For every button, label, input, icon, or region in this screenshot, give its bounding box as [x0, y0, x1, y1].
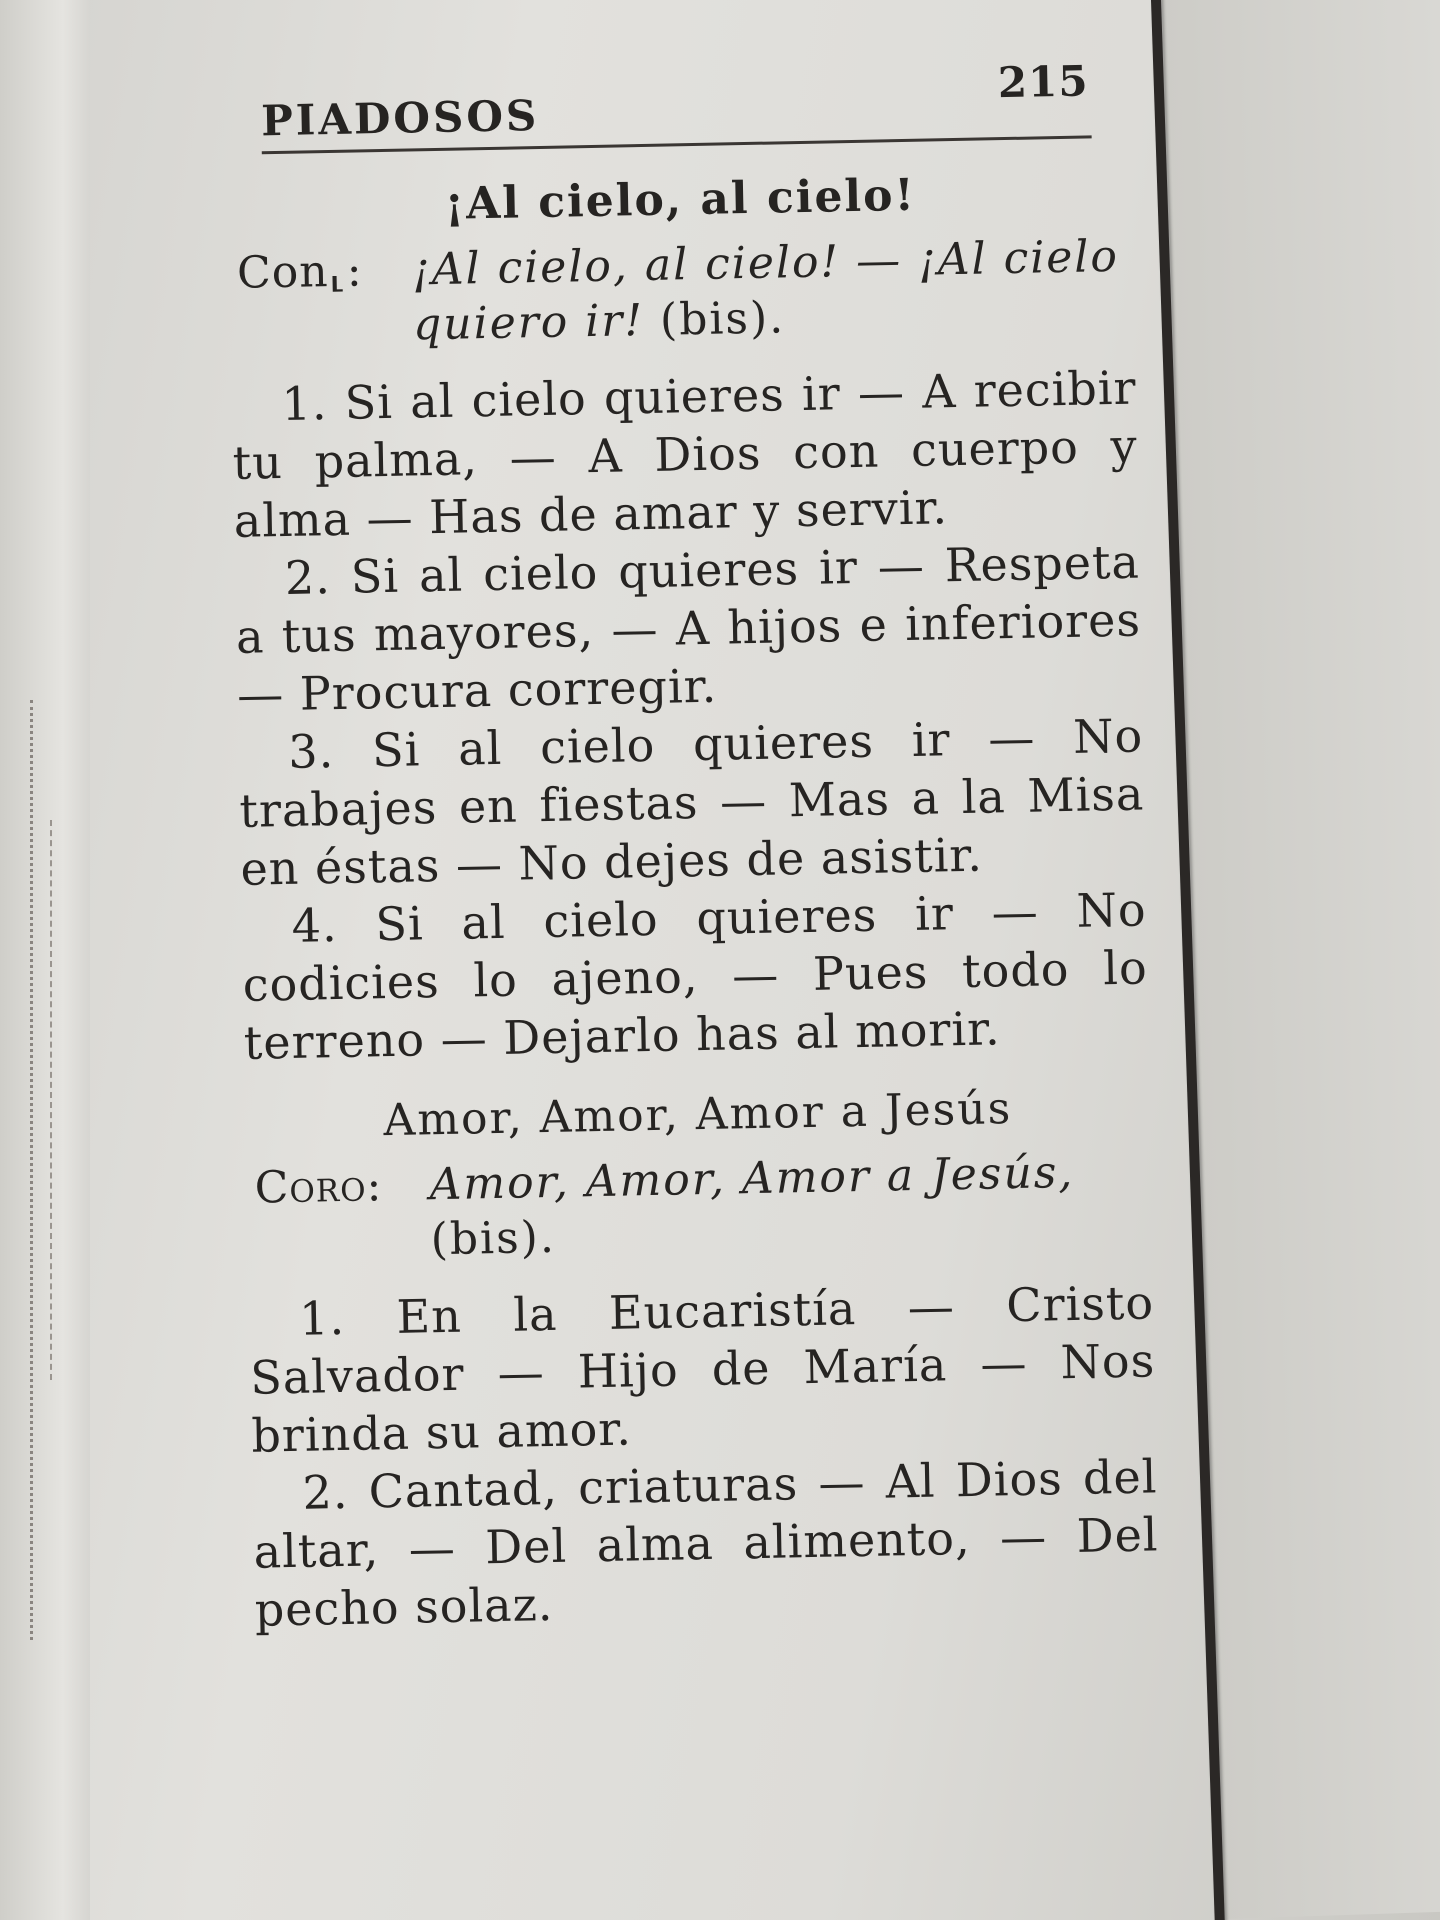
hymn-verse: 1. Si al cielo quieres ir — A recibir tu palma, — A Dios con cuerpo y alma — Has de amar y servir. [232, 360, 1139, 548]
hymn-title: ¡Al cielo, al cielo! [444, 169, 917, 230]
running-head-title: PIADOSOS [260, 90, 540, 146]
hymn-title: Amor, Amor, Amor a Jesús [383, 1083, 1013, 1147]
background-surface [1162, 0, 1440, 1919]
binding-stitches [30, 700, 39, 1640]
facing-page-edge [0, 0, 90, 1920]
chorus-text [412, 229, 1136, 353]
hymn-verse: 3. Si al cielo quieres ir — No trabajes en fiestas — Mas a la Misa en éstas — No dejes de asistir. [238, 708, 1145, 896]
chorus-label: Con⸤: [236, 245, 364, 299]
hymn-verse: 4. Si al cielo quieres ir — No codicies lo ajeno, — Pues todo lo terreno — Dejarlo has al morir. [242, 882, 1149, 1070]
hymn-verse: 1. En la Eucaristía — Cristo Salvador — Hijo de María — Nos brinda su amor. [249, 1275, 1156, 1463]
page-number: 215 [997, 56, 1090, 108]
chorus-lyrics: Amor, Amor, Amor a Jesús, [429, 1146, 1075, 1211]
chorus-label: Coro: [254, 1160, 383, 1214]
hymn-chorus [246, 1143, 1153, 1270]
chorus-repeat-mark: (bis). [430, 1211, 557, 1266]
running-head [260, 43, 1092, 154]
binding-stitches-inner [50, 820, 58, 1380]
hymn-chorus [229, 229, 1136, 356]
chorus-repeat-mark: (bis). [659, 292, 786, 346]
chorus-lyrics: ¡Al cielo, al cielo! — ¡Al cielo quiero ir! [411, 230, 1120, 351]
book-page [225, 43, 1160, 1639]
hymn-verse: 2. Cantad, criaturas — Al Dios del altar, — Del alma alimento, — Del pecho solaz. [253, 1449, 1159, 1637]
hymn-verse: 2. Si al cielo quieres ir — Respeta a tus mayores, — A hijos e inferiores — Procura corregir. [235, 534, 1142, 722]
chorus-text [429, 1143, 1153, 1267]
